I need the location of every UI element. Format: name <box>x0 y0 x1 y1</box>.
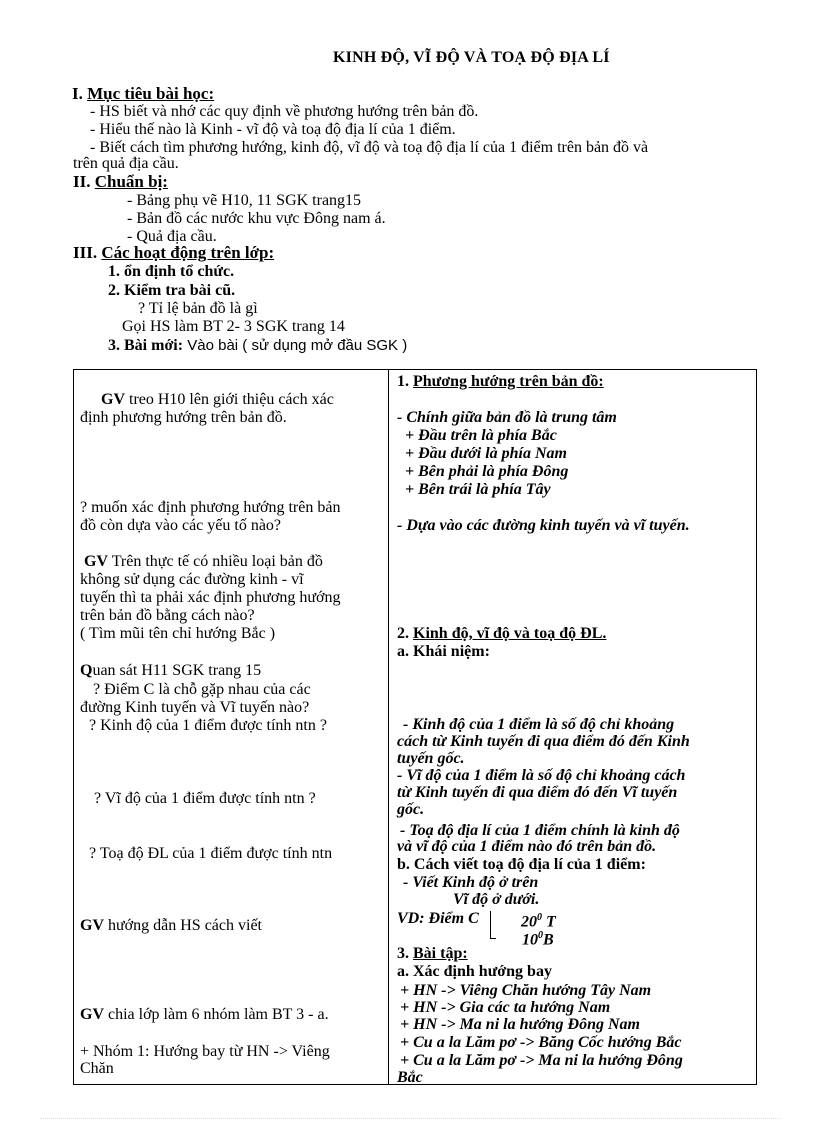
content-line: cách từ Kinh tuyến đi qua điểm đó đến Kinh <box>397 733 690 750</box>
content-line: và vĩ độ của 1 điểm nào đó trên bản đồ. <box>397 838 657 855</box>
exercise-line: + HN -> Ma ni la hướng Đông Nam <box>400 1016 640 1033</box>
section-1-title: Mục tiêu bài học: <box>87 84 215 103</box>
question-text: ? Điểm C là chỗ gặp nhau của các <box>93 681 311 698</box>
content-line: tuyến gốc. <box>397 750 465 767</box>
gv-label: GV <box>84 553 108 570</box>
activity-text: hướng dẫn HS cách viết <box>104 917 262 934</box>
activity-text: không sử dụng các đường kinh - vĩ <box>80 571 304 588</box>
page-title: KINH ĐỘ, VĨ ĐỘ VÀ TOẠ ĐỘ ĐỊA LÍ <box>333 49 610 66</box>
review-task: Gọi HS làm BT 2- 3 SGK trang 14 <box>122 318 345 335</box>
review-question: ? Tỉ lệ bản đồ là gì <box>138 300 258 317</box>
subheading: a. Khái niệm: <box>397 643 490 660</box>
example-label: VD: Điểm C <box>397 910 479 927</box>
preparation-item: - Bản đồ các nước khu vực Đông nam á. <box>127 210 386 227</box>
content-line: + Đầu dưới là phía Nam <box>405 445 567 462</box>
drop-letter: Q <box>80 662 93 679</box>
content-heading-1 <box>397 373 604 391</box>
subheading: b. Cách viết toạ độ địa lí của 1 điểm: <box>397 856 646 873</box>
content-line: + Đầu trên là phía Bắc <box>405 427 557 444</box>
exercise-line: + HN -> Viêng Chăn hướng Tây Nam <box>400 982 652 999</box>
activity-text: uan sát H11 SGK trang 15 <box>92 662 262 679</box>
exercise-line: + Cu a la Lăm pơ -> Băng Cốc hướng Bắc <box>400 1034 682 1051</box>
group-task: Chăn <box>80 1060 114 1077</box>
preparation-item: - Quả địa cầu. <box>127 228 217 245</box>
observe-instruction <box>80 662 261 680</box>
latitude-value: 10 <box>522 931 538 949</box>
gv-label: GV <box>101 391 125 408</box>
page-edge <box>40 1118 780 1119</box>
heading-number: 1. <box>397 373 413 390</box>
step-3-text: Vào bài ( sử dụng mở đầu SGK ) <box>183 337 408 354</box>
exercise-line: Bắc <box>397 1069 423 1086</box>
heading-text: Kinh độ, vĩ độ và toạ độ ĐL. <box>413 625 607 642</box>
question-text: đồ còn dựa vào các yếu tố nào? <box>80 517 282 534</box>
example-latitude <box>522 927 554 949</box>
coordinate-bracket-foot <box>490 938 496 939</box>
step-3 <box>108 337 407 355</box>
subheading: a. Xác định hướng bay <box>397 963 552 980</box>
teacher-activity <box>80 917 262 935</box>
longitude-direction: T <box>542 913 556 931</box>
section-1-number: I. <box>72 84 83 103</box>
teacher-activity <box>80 1006 329 1024</box>
objective-item: - HS biết và nhớ các quy định về phương hướng trên bản đồ. <box>90 103 479 120</box>
group-task: + Nhóm 1: Hướng bay từ HN -> Viêng <box>80 1043 330 1060</box>
question-text: ? Vĩ độ của 1 điểm được tính ntn ? <box>94 790 316 807</box>
content-line: + Bên trái là phía Tây <box>405 481 551 498</box>
latitude-direction: B <box>543 931 554 949</box>
content-line: - Toạ độ địa lí của 1 điểm chính là kinh độ <box>400 822 680 839</box>
step-2: 2. Kiểm tra bài cũ. <box>108 282 236 299</box>
activity-text: trên bản đồ bằng cách nào? <box>80 607 255 624</box>
heading-number: 3. <box>397 945 413 962</box>
gv-label: GV <box>80 1006 104 1023</box>
section-2-number: II. <box>73 172 91 191</box>
content-line: từ Kinh tuyến đi qua điểm đó đến Vĩ tuyến <box>397 784 678 801</box>
question-text: đường Kinh tuyến và Vĩ tuyến nào? <box>80 699 310 716</box>
exercise-line: + Cu a la Lăm pơ -> Ma ni la hướng Đông <box>400 1052 683 1069</box>
section-2-heading <box>73 173 168 191</box>
content-line: - Kinh độ của 1 điểm là số độ chỉ khoảng <box>403 716 675 733</box>
preparation-item: - Bảng phụ vẽ H10, 11 SGK trang15 <box>127 192 362 209</box>
degree-sign: 0 <box>537 912 542 923</box>
activity-text: ( Tìm mũi tên chỉ hướng Bắc ) <box>80 625 276 642</box>
content-line: - Dựa vào các đường kinh tuyến và vĩ tuyến. <box>397 517 690 534</box>
content-line: - Viết Kinh độ ở trên <box>403 874 539 891</box>
content-line: - Chính giữa bản đồ là trung tâm <box>397 409 617 426</box>
objective-item: - Biết cách tìm phương hướng, kinh độ, vĩ độ và toạ độ địa lí của 1 điểm trên bản đồ và <box>90 139 649 156</box>
activity-text: định phương hướng trên bản đồ. <box>80 409 287 426</box>
degree-sign: 0 <box>538 930 543 941</box>
activity-text: Trên thực tế có nhiều loại bản đồ <box>108 553 323 570</box>
objective-item: trên quả địa cầu. <box>73 155 179 172</box>
content-line: - Vĩ độ của 1 điểm là số độ chỉ khoảng cách <box>397 767 686 784</box>
objective-item: - Hiểu thế nào là Kinh - vĩ độ và toạ độ địa lí của 1 điểm. <box>90 121 456 138</box>
question-text: ? Toạ độ ĐL của 1 điểm được tính ntn <box>89 845 333 862</box>
section-1-heading <box>72 85 214 103</box>
longitude-value: 20 <box>521 913 537 931</box>
content-line: gốc. <box>397 801 425 818</box>
table-column-divider <box>388 369 389 1085</box>
activity-text: treo H10 lên giới thiệu cách xác <box>125 391 334 408</box>
content-line: + Bên phải là phía Đông <box>405 463 569 480</box>
content-heading-2 <box>397 625 606 643</box>
heading-number: 2. <box>397 625 413 642</box>
section-3-heading <box>73 244 274 262</box>
activity-text: tuyến thì ta phải xác định phương hướng <box>80 589 341 606</box>
exercise-line: + HN -> Gia các ta hướng Nam <box>400 999 611 1016</box>
section-3-number: III. <box>73 243 98 262</box>
question-text: ? Kinh độ của 1 điểm được tính ntn ? <box>89 717 327 734</box>
gv-label: GV <box>80 917 104 934</box>
step-3-label: 3. Bài mới: <box>108 337 184 354</box>
activity-text: chia lớp làm 6 nhóm làm BT 3 - a. <box>104 1006 329 1023</box>
step-1: 1. ổn định tổ chức. <box>108 263 235 280</box>
content-heading-3 <box>397 945 468 963</box>
content-line: Vĩ độ ở dưới. <box>453 891 540 908</box>
teacher-activity <box>84 553 323 571</box>
question-text: ? muốn xác định phương hướng trên bản <box>80 499 341 516</box>
section-2-title: Chuẩn bị: <box>94 172 168 191</box>
coordinate-bracket <box>490 911 495 939</box>
section-3-title: Các hoạt động trên lớp: <box>101 243 275 262</box>
heading-text: Phương hướng trên bản đồ: <box>413 373 604 390</box>
teacher-activity <box>101 391 334 409</box>
heading-text: Bài tập: <box>413 945 468 962</box>
